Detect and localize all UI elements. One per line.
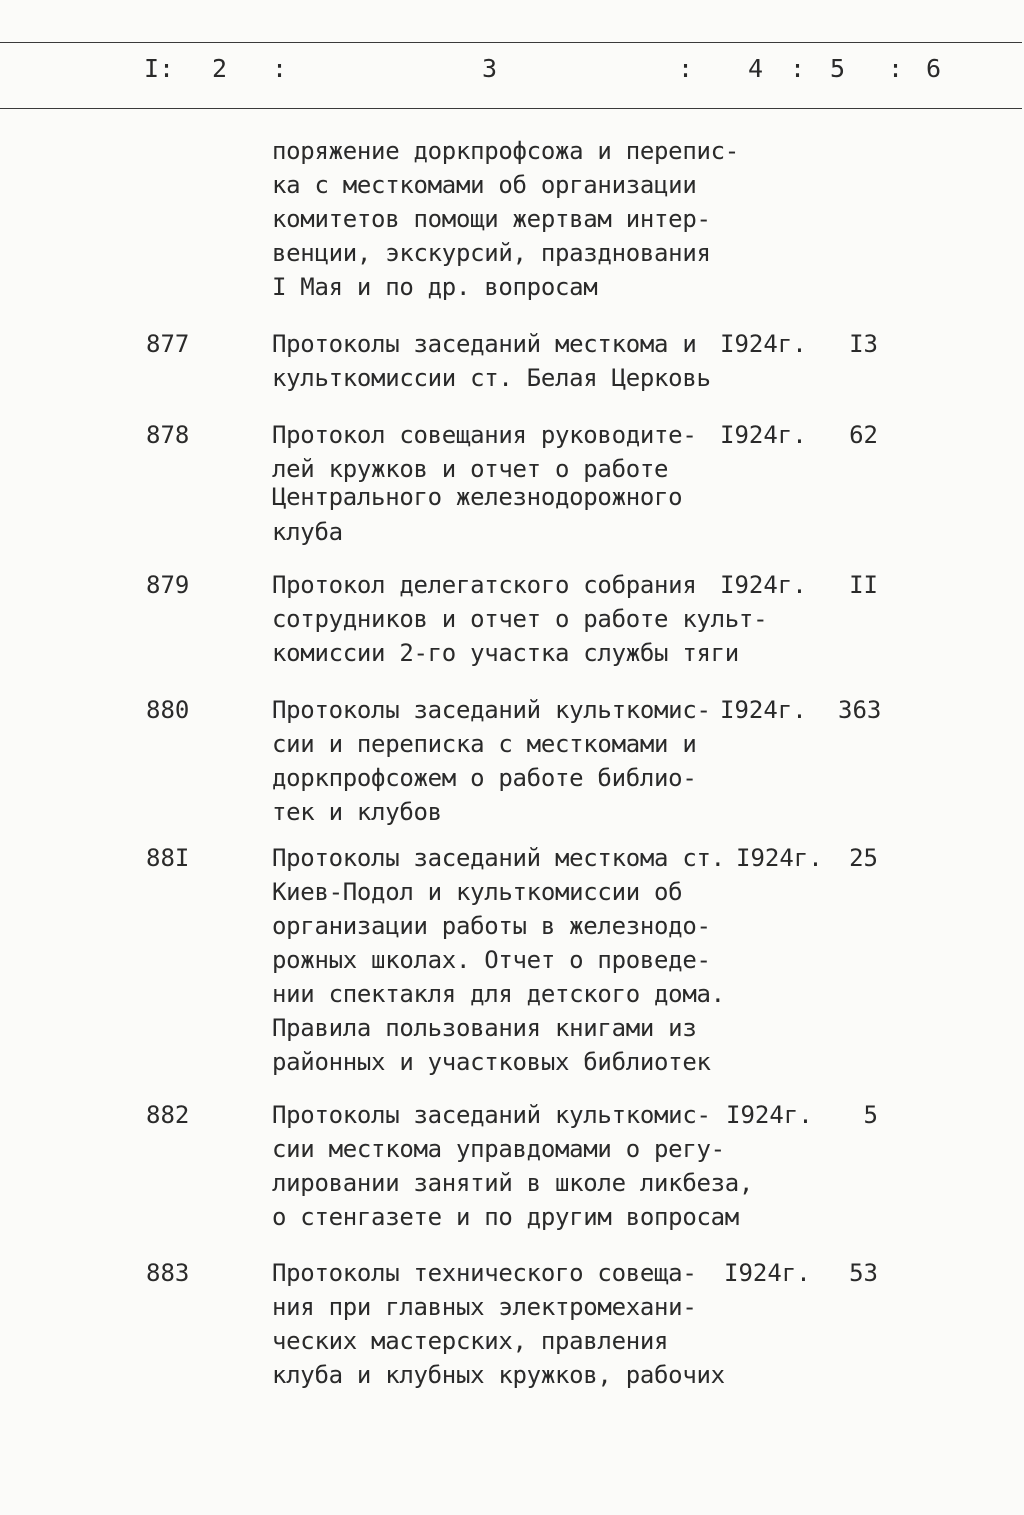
- header-bottom-rule: [0, 108, 1022, 109]
- header-column-3: 3: [482, 54, 498, 83]
- entry-title-line: районных и участковых библиотек: [272, 1048, 711, 1076]
- entry-title-line: комиссии 2-го участка службы тяги: [272, 639, 739, 667]
- header-top-rule: [0, 42, 1022, 43]
- entry-title-line: Протоколы заседаний культкомис-: [272, 1101, 711, 1129]
- entry-sheet-count: I3: [849, 330, 878, 358]
- continuation-line: поряжение доркпрофсожа и перепис-: [272, 137, 739, 165]
- entry-title-line: Центрального железнодорожного: [272, 483, 683, 511]
- header-separator: :: [678, 54, 694, 83]
- entry-title-line: о стенгазете и по другим вопросам: [272, 1203, 739, 1231]
- entry-title-line: Протокол совещания руководите-: [272, 421, 697, 449]
- entry-sheet-count: 363: [838, 696, 882, 724]
- entry-year: I924г.: [726, 1101, 813, 1129]
- entry-title-line: Протоколы заседаний месткома ст.: [272, 844, 725, 872]
- entry-sheet-count: 25: [849, 844, 878, 872]
- entry-title-line: сотрудников и отчет о работе культ-: [272, 605, 768, 633]
- entry-year: I924г.: [720, 421, 807, 449]
- entry-title-line: ческих мастерских, правления: [272, 1327, 669, 1355]
- entry-number: 877: [146, 330, 190, 358]
- entry-title-line: рожных школах. Отчет о проведе-: [272, 946, 711, 974]
- entry-title-line: культкомиссии ст. Белая Церковь: [272, 364, 711, 392]
- entry-sheet-count: 5: [863, 1101, 878, 1129]
- entry-title-line: Протоколы технического совеща-: [272, 1259, 697, 1287]
- entry-title-line: сии месткома управдомами о регу-: [272, 1135, 725, 1163]
- entry-title-line: Киев-Подол и культкомиссии об: [272, 878, 683, 906]
- entry-year: I924г.: [720, 571, 807, 599]
- header-column-1: I:: [144, 54, 175, 83]
- entry-title-line: тек и клубов: [272, 798, 442, 826]
- continuation-line: венции, экскурсий, празднования: [272, 239, 711, 267]
- entry-number: 879: [146, 571, 190, 599]
- header-column-6: 6: [926, 54, 942, 83]
- entry-year: I924г.: [720, 696, 807, 724]
- entry-number: 882: [146, 1101, 190, 1129]
- entry-title-line: нии спектакля для детского дома.: [272, 980, 725, 1008]
- header-column-4: 4: [748, 54, 764, 83]
- entry-title-line: Правила пользования книгами из: [272, 1014, 697, 1042]
- entry-title-line: ния при главных электромехани-: [272, 1293, 697, 1321]
- continuation-line: ка с месткомами об организации: [272, 171, 697, 199]
- entry-sheet-count: II: [849, 571, 878, 599]
- entry-number: 880: [146, 696, 190, 724]
- entry-title-line: Протоколы заседаний месткома и: [272, 330, 697, 358]
- header-separator: :: [272, 54, 288, 83]
- entry-title-line: лей кружков и отчет о работе: [272, 455, 669, 483]
- entry-sheet-count: 53: [849, 1259, 878, 1287]
- entry-year: I924г.: [724, 1259, 811, 1287]
- continuation-line: комитетов помощи жертвам интер-: [272, 205, 711, 233]
- entry-number: 878: [146, 421, 190, 449]
- header-column-2: 2: [212, 54, 228, 83]
- entry-number: 88I: [146, 844, 190, 872]
- entry-year: I924г.: [720, 330, 807, 358]
- entry-number: 883: [146, 1259, 190, 1287]
- entry-title-line: лировании занятий в школе ликбеза,: [272, 1169, 754, 1197]
- entry-title-line: Протокол делегатского собрания: [272, 571, 697, 599]
- entry-title-line: клуба и клубных кружков, рабочих: [272, 1361, 725, 1389]
- entry-title-line: сии и переписка с месткомами и: [272, 730, 697, 758]
- header-separator: :: [790, 54, 806, 83]
- continuation-line: I Мая и по др. вопросам: [272, 273, 598, 301]
- entry-sheet-count: 62: [849, 421, 878, 449]
- entry-title-line: клуба: [272, 518, 343, 546]
- entry-year: I924г.: [736, 844, 823, 872]
- entry-title-line: доркпрофсожем о работе библио-: [272, 764, 697, 792]
- entry-title-line: организации работы в железнодо-: [272, 912, 711, 940]
- header-column-5: 5: [830, 54, 846, 83]
- header-separator: :: [888, 54, 904, 83]
- entry-title-line: Протоколы заседаний культкомис-: [272, 696, 711, 724]
